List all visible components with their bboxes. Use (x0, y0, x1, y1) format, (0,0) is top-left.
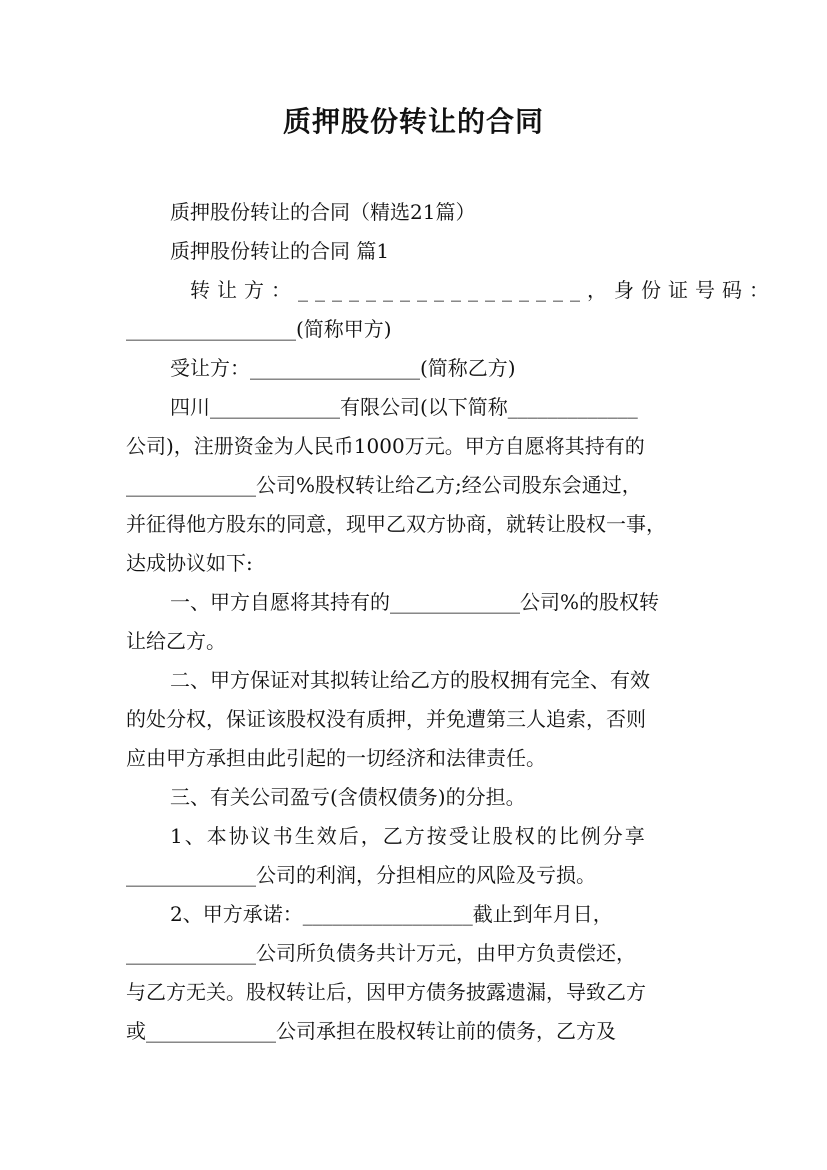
paragraph-line: 的处分权，保证该股权没有质押，并免遭第三人追索，否则 (126, 707, 646, 731)
paragraph-line: 四川_____________有限公司(以下简称_____________ (170, 395, 638, 419)
paragraph-line: _____________公司所负债务共计万元，由甲方负责偿还， (126, 941, 636, 965)
paragraph-line: 让给乙方。 (126, 629, 226, 653)
paragraph-line: 受让方：_________________(简称乙方) (170, 356, 516, 380)
document-title: 质押股份转让的合同 (282, 105, 544, 138)
paragraph-line: _____________公司的利润，分担相应的风险及亏损。 (126, 863, 596, 887)
paragraph-line: 或_____________公司承担在股权转让前的债务，乙方及 (126, 1019, 616, 1043)
paragraph-line: 并征得他方股东的同意，现甲乙双方协商，就转让股权一事， (126, 512, 666, 536)
paragraph-line: _____________公司%股权转让给乙方;经公司股东会通过， (126, 473, 642, 497)
section-heading: 质押股份转让的合同 篇1 (170, 239, 390, 263)
paragraph-line: 1、本协议书生效后，乙方按受让股权的比例分享 (170, 824, 647, 848)
paragraph-line: 一、甲方自愿将其持有的_____________公司%的股权转 (170, 590, 660, 614)
paragraph-line: 转让方：_________________，身份证号码： (190, 278, 776, 302)
paragraph-line: 与乙方无关。股权转让后，因甲方债务披露遗漏，导致乙方 (126, 980, 646, 1004)
subtitle-line: 质押股份转让的合同（精选21篇） (170, 200, 476, 224)
paragraph-line: 2、甲方承诺：_________________截止到年月日， (170, 902, 613, 926)
paragraph-line: _________________(简称甲方) (126, 317, 392, 341)
paragraph-line: 公司)，注册资金为人民币1000万元。甲方自愿将其持有的 (126, 434, 645, 458)
paragraph-line: 二、甲方保证对其拟转让给乙方的股权拥有完全、有效 (170, 668, 650, 692)
paragraph-line: 三、有关公司盈亏(含债权债务)的分担。 (170, 785, 526, 809)
paragraph-line: 达成协议如下: (126, 551, 253, 575)
paragraph-line: 应由甲方承担由此引起的一切经济和法律责任。 (126, 746, 546, 770)
